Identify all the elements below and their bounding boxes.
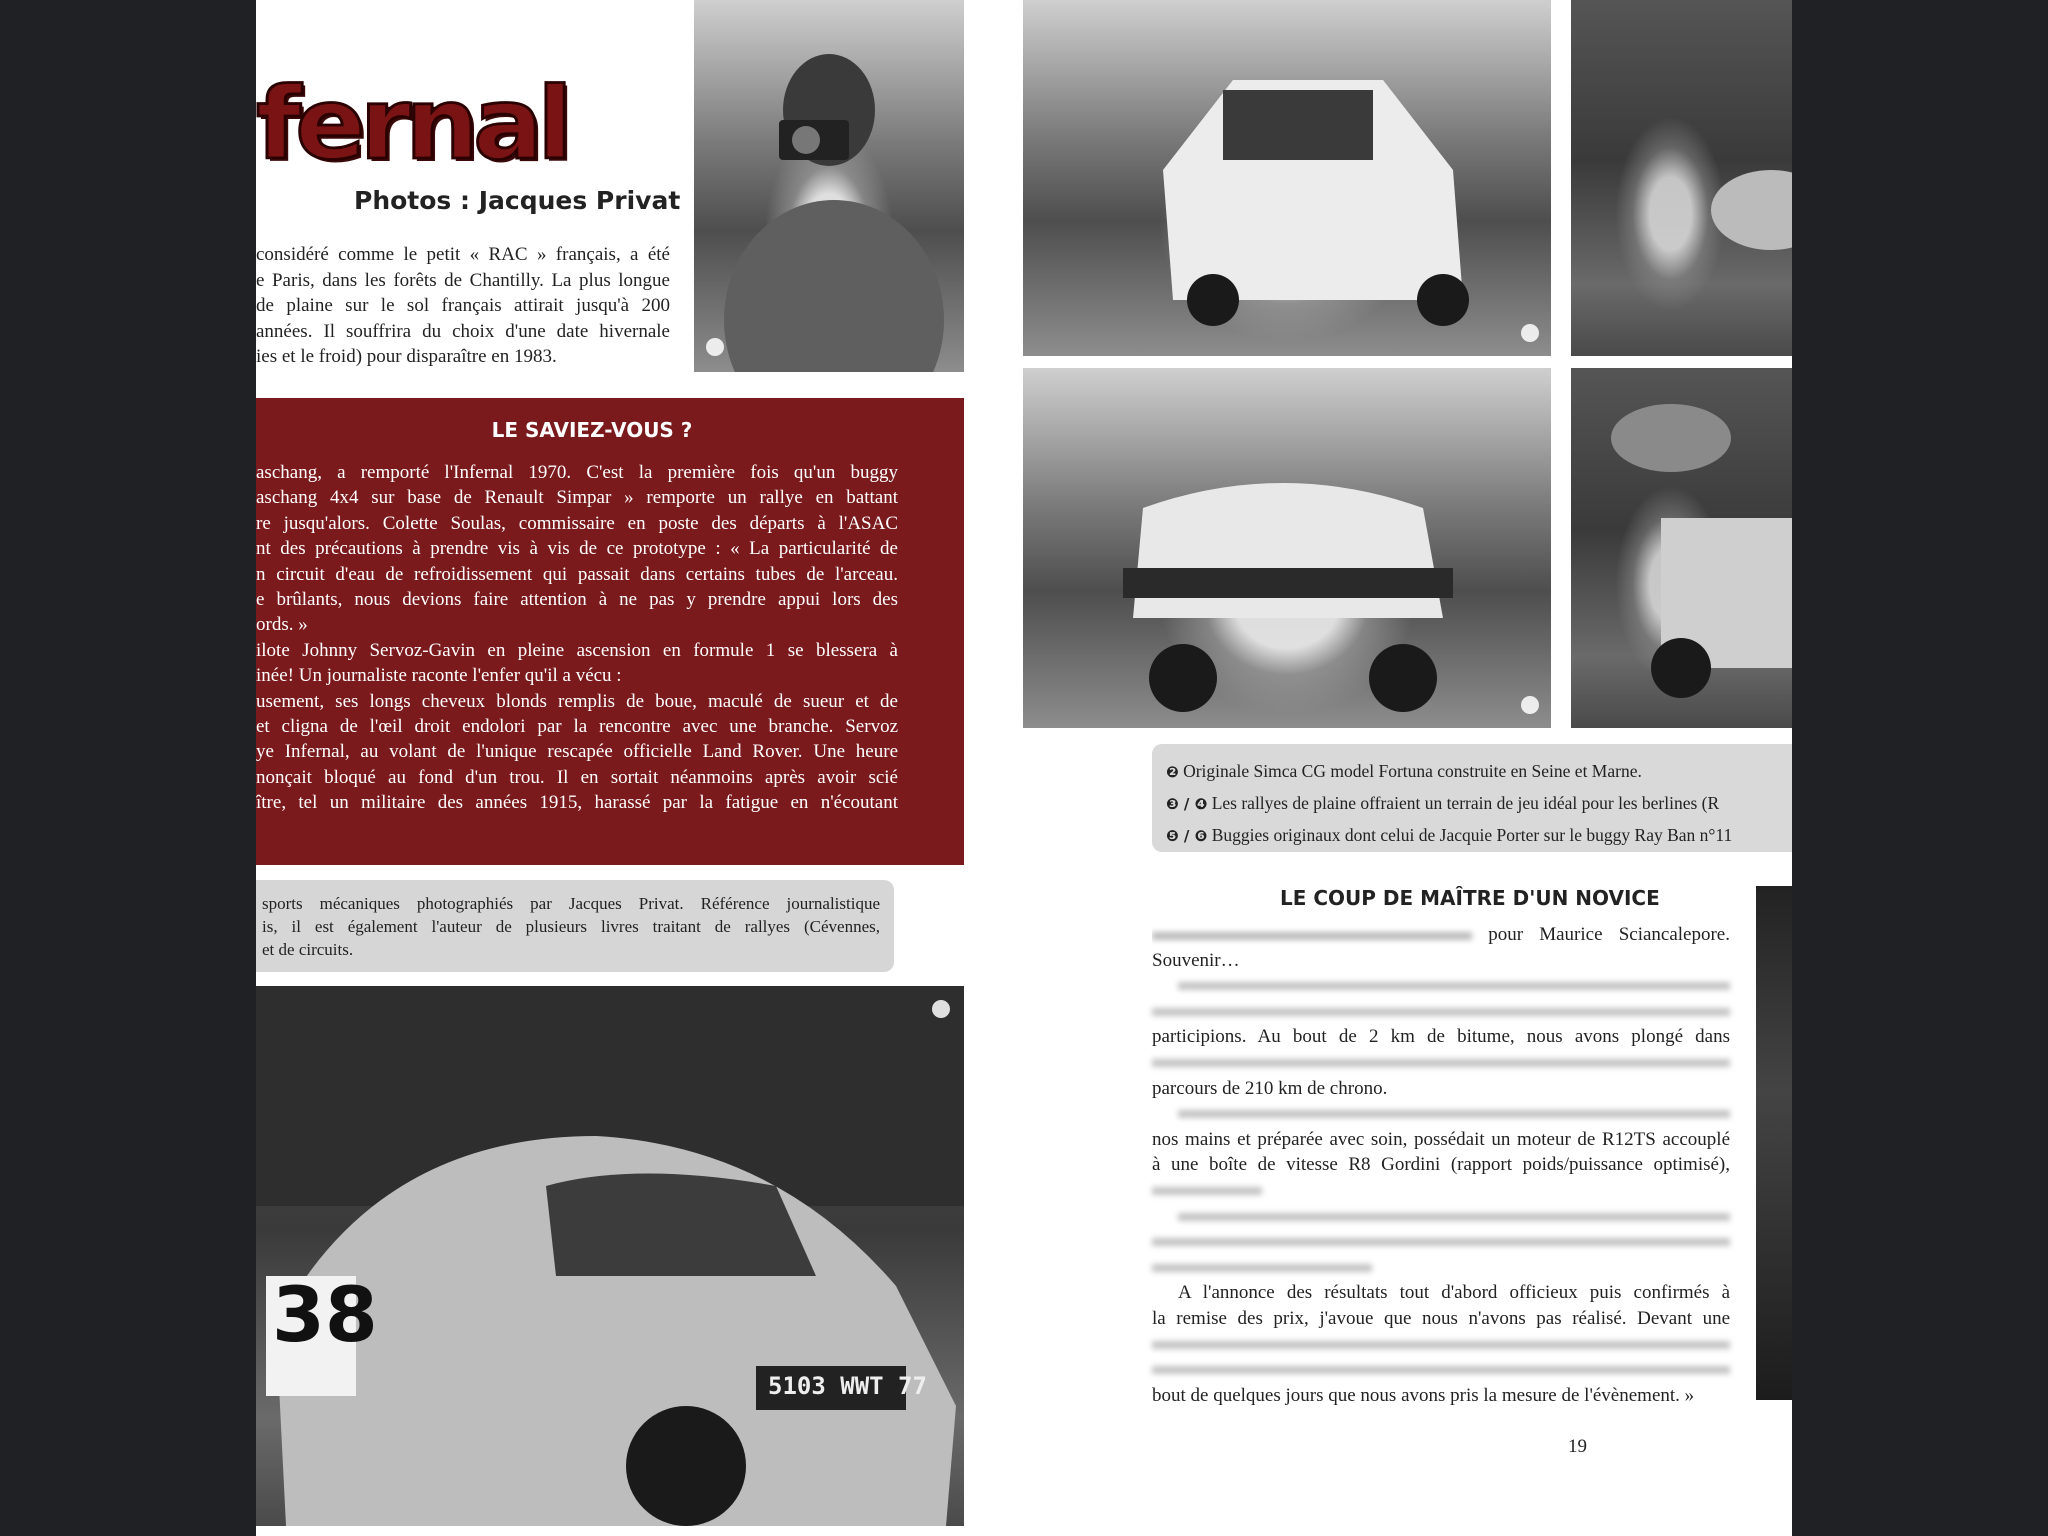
article-line: nos mains et préparée avec soin, possédait un moteur de R12TS accouplé — [1152, 1128, 1730, 1150]
photo-number-marker — [932, 1000, 950, 1018]
buggy-11-photo — [1571, 368, 1792, 728]
article-body — [1152, 922, 1730, 1408]
did-you-know-line: inée! Un journaliste raconte l'enfer qu'il a vécu : — [256, 665, 622, 687]
right-page — [992, 0, 1792, 1536]
caption-line — [1166, 788, 1792, 820]
blurred-line — [1152, 1255, 1730, 1281]
bio-line: sports mécaniques photographiés par Jacques Privat. Référence journalistique — [262, 894, 880, 913]
did-you-know-line: ords. » — [256, 614, 308, 636]
article-line: à une boîte de vitesse R8 Gordini (rapport poids/puissance optimisé), — [1152, 1154, 1730, 1176]
rally-car-38-photo — [256, 986, 964, 1526]
car-number: 38 — [272, 1270, 378, 1359]
bio-line: is, il est également l'auteur de plusieurs livres traitant de rallyes (Cévennes, — [262, 917, 880, 936]
photo-number-marker — [1521, 696, 1539, 714]
caption-line — [1166, 756, 1792, 788]
did-you-know-line: ilote Johnny Servoz-Gavin en pleine ascension en formule 1 se blessera à — [256, 639, 898, 661]
photographer-bio-box — [256, 880, 894, 972]
cropped-edge-photo — [1756, 886, 1792, 1400]
rally-photo-top-right — [1571, 0, 1792, 356]
caption-text: Les rallyes de plaine offraient un terrain de jeu idéal pour les berlines (R — [1211, 793, 1720, 813]
photo-captions-box — [1152, 744, 1792, 852]
caption-number: ❸ / ❹ — [1166, 795, 1208, 813]
simca-buggy-photo — [1023, 0, 1551, 356]
did-you-know-line: nonçait bloqué au fond d'un trou. Il en sortait néanmoins après avoir scié — [256, 766, 898, 788]
article-title: fernal — [256, 66, 567, 182]
did-you-know-line: re jusqu'alors. Colette Soulas, commissaire en poste des départs à l'ASAC — [256, 512, 898, 534]
did-you-know-line: ître, tel un militaire des années 1915, harassé par la fatigue en n'écoutant — [256, 792, 898, 814]
blurred-line — [1152, 1050, 1730, 1076]
berline-mud-photo — [1023, 368, 1551, 728]
article-line: parcours de 210 km de chrono. — [1152, 1077, 1388, 1099]
did-you-know-line: ye Infernal, au volant de l'unique rescapée officielle Land Rover. Une heure — [256, 741, 898, 763]
article-line: la remise des prix, j'avoue que nous n'avons pas réalisé. Devant une — [1152, 1307, 1730, 1329]
left-page — [256, 0, 992, 1536]
did-you-know-box — [256, 398, 964, 865]
photographer-photo — [694, 0, 964, 372]
blurred-line — [1152, 1229, 1730, 1255]
blurred-line — [1152, 1332, 1730, 1358]
did-you-know-line: et cligna de l'œil droit endolori par la rencontre avec une branche. Servoz — [256, 716, 898, 738]
did-you-know-line: aschang 4x4 sur base de Renault Simpar » remporte un rallye en battant — [256, 487, 898, 509]
blurred-line — [1152, 1204, 1730, 1230]
caption-text: Originale Simca CG model Fortuna construite en Seine et Marne. — [1183, 761, 1642, 781]
caption-line — [1166, 820, 1792, 852]
article-line: participions. Au bout de 2 km de bitume, nous avons plongé dans — [1152, 1026, 1730, 1048]
blurred-line — [1152, 1357, 1730, 1383]
did-you-know-line: e brûlants, nous devions faire attention à ne pas y prendre appui lors des — [256, 589, 898, 611]
did-you-know-title: LE SAVIEZ-VOUS ? — [491, 418, 693, 442]
photo-number-marker — [706, 338, 724, 356]
article-line: A l'annonce des résultats tout d'abord officieux puis confirmés à — [1178, 1282, 1730, 1304]
photo-credit: Photos : Jacques Privat — [354, 186, 681, 215]
intro-text: considéré comme le petit « RAC » français, a été e Paris, dans les forêts de Chantilly. La plus longue de plaine sur le sol français attirait jusqu'à 200 années. Il souffrira du choix d'une date hivernale ies et le froid) pour disparaître en 1983. — [256, 244, 670, 367]
caption-number: ❺ / ❻ — [1166, 827, 1208, 845]
blurred-line — [1152, 1178, 1730, 1204]
did-you-know-line: aschang, a remporté l'Infernal 1970. C'est la première fois qu'un buggy — [256, 462, 898, 483]
caption-number: ❷ — [1166, 763, 1179, 781]
page-number: 19 — [1568, 1436, 1587, 1457]
blurred-line — [1152, 973, 1730, 999]
article-line: bout de quelques jours que nous avons pris la mesure de l'évènement. » — [1152, 1384, 1695, 1406]
did-you-know-line: n circuit d'eau de refroidissement qui passait dans certains tubes de l'arceau. — [256, 563, 898, 585]
blurred-line — [1152, 999, 1730, 1025]
license-plate: 5103 WWT 77 — [768, 1372, 927, 1400]
did-you-know-line: usement, ses longs cheveux blonds remplis de boue, maculé de sueur et de — [256, 690, 898, 712]
bio-line: et de circuits. — [262, 940, 354, 959]
blurred-line — [1152, 1101, 1730, 1127]
article-line: pour Maurice Sciancalepore. — [1152, 922, 1730, 948]
section-title: LE COUP DE MAÎTRE D'UN NOVICE — [1280, 886, 1660, 910]
photo-number-marker — [1521, 324, 1539, 342]
article-line: Souvenir… — [1152, 949, 1240, 971]
caption-text: Buggies originaux dont celui de Jacquie Porter sur le buggy Ray Ban n°11 — [1211, 825, 1733, 845]
did-you-know-line: nt des précautions à prendre vis à vis de ce prototype : « La particularité de — [256, 538, 898, 560]
